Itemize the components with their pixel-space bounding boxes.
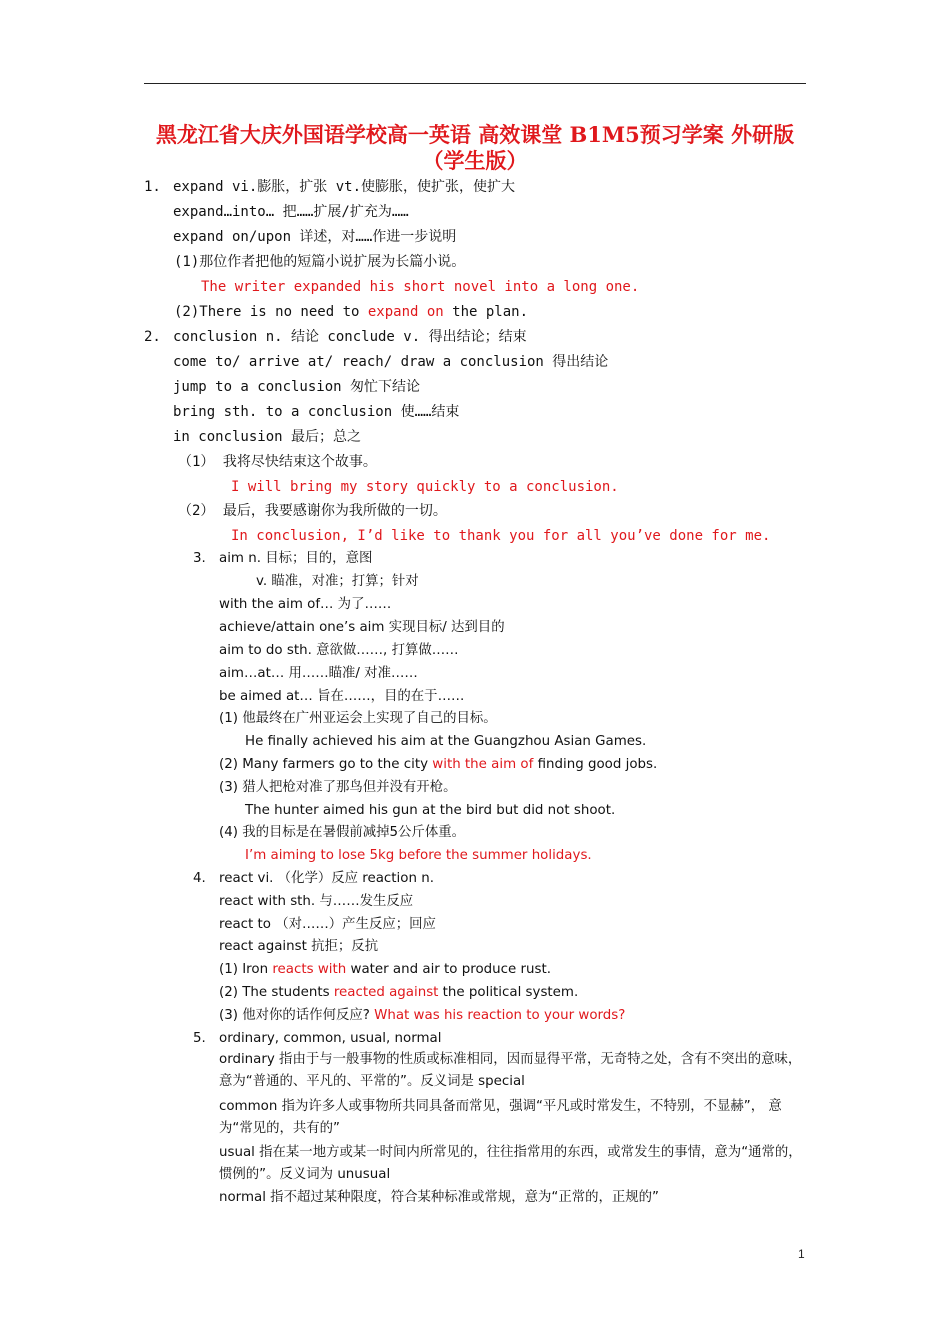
example-text: (2)There is no need to bbox=[174, 304, 368, 320]
example-text: (2) Many farmers go to the city bbox=[219, 757, 433, 772]
example-chinese: (3) 猎人把枪对准了那鸟但并没有开枪。 bbox=[219, 780, 457, 795]
example-text: the plan. bbox=[443, 304, 529, 320]
example-chinese: (1) 他最终在广州亚运会上实现了自己的目标。 bbox=[219, 711, 497, 726]
item-number: 2. bbox=[144, 329, 161, 345]
example-text: water and air to produce rust. bbox=[346, 962, 551, 977]
explanation-paragraph: ordinary 指由于与一般事物的性质或标准相同，因而显得平常，无奇特之处，含有不突出的意味，意为“普通的、平凡的、平常的”。反义词是 special bbox=[219, 1052, 802, 1089]
explanation-paragraph: usual 指在某一地方或某一时间内所常见的，往往指常用的东西，或常发生的事情，意为“通常的，惯例的”。反义词为 unusual bbox=[219, 1145, 802, 1182]
example-text: (1) Iron bbox=[219, 962, 273, 977]
item-number: 4. bbox=[193, 871, 206, 886]
highlight-phrase: reacted against bbox=[333, 985, 439, 1000]
explanation-paragraph: normal 指不超过某种限度，符合某种标准或常规，意为“正常的，正规的” bbox=[219, 1190, 659, 1205]
vocab-line: aim to do sth. 意欲做……, 打算做…… bbox=[219, 643, 459, 658]
header-rule bbox=[144, 83, 806, 84]
explanation-paragraph: common 指为许多人或事物所共同具备而常见，强调“平凡或时常发生，不特别，不显赫”， 意为“常见的，共有的” bbox=[219, 1099, 782, 1136]
vocab-line: be aimed at… 旨在……，目的在于…… bbox=[219, 689, 465, 704]
highlight-phrase: reacts with bbox=[272, 962, 347, 977]
example-text: the political system. bbox=[438, 985, 579, 1000]
vocab-line: with the aim of… 为了…… bbox=[219, 597, 392, 612]
example-sentence bbox=[174, 301, 528, 323]
example-english: I’m aiming to lose 5kg before the summer holidays. bbox=[245, 848, 592, 863]
vocab-line: expand on/upon 详述，对……作进一步说明 bbox=[173, 229, 457, 245]
example-english: The writer expanded his short novel into a long one. bbox=[201, 279, 640, 295]
vocab-line: come to/ arrive at/ reach/ draw a conclusion 得出结论 bbox=[173, 354, 609, 370]
vocab-line: bring sth. to a conclusion 使……结束 bbox=[173, 404, 460, 420]
example-english: In conclusion, I’d like to thank you for all you’ve done for me. bbox=[231, 528, 771, 544]
example-chinese: （1） 我将尽快结束这个故事。 bbox=[178, 454, 377, 470]
example-text: (2) The students bbox=[219, 985, 334, 1000]
example-sentence bbox=[219, 982, 578, 1004]
example-english: He finally achieved his aim at the Guangzhou Asian Games. bbox=[245, 734, 647, 749]
example-text: (3) 他对你的话作何反应? bbox=[219, 1008, 375, 1023]
example-english: I will bring my story quickly to a conclusion. bbox=[231, 479, 619, 495]
vocab-line: react vi. （化学）反应 reaction n. bbox=[219, 871, 434, 886]
vocab-line: conclusion n. 结论 conclude v. 得出结论；结束 bbox=[173, 329, 527, 345]
vocab-line: expand…into… 把……扩展/扩充为…… bbox=[173, 204, 409, 220]
vocab-line: react against 抗拒；反抗 bbox=[219, 939, 379, 954]
vocab-line: aim…at… 用……瞄准/ 对准…… bbox=[219, 666, 418, 681]
document-title: 黑龙江省大庆外国语学校高一英语 高效课堂 B1M5预习学案 外研版（学生版） bbox=[155, 122, 795, 173]
vocab-line: expand vi.膨胀，扩张 vt.使膨胀，使扩张，使扩大 bbox=[173, 179, 516, 195]
item-number: 1. bbox=[144, 179, 161, 195]
example-chinese: （2） 最后，我要感谢你为我所做的一切。 bbox=[178, 503, 447, 519]
highlight-phrase: What was his reaction to your words? bbox=[374, 1008, 626, 1023]
example-english: The hunter aimed his gun at the bird but did not shoot. bbox=[245, 803, 616, 818]
vocab-line: in conclusion 最后；总之 bbox=[173, 429, 362, 445]
example-text: finding good jobs. bbox=[533, 757, 658, 772]
example-sentence bbox=[219, 959, 551, 981]
vocab-line: ordinary, common, usual, normal bbox=[219, 1031, 442, 1046]
item-number: 3. bbox=[193, 551, 206, 566]
highlight-phrase: expand on bbox=[367, 304, 444, 320]
vocab-line: v. 瞄准，对准；打算；针对 bbox=[256, 574, 419, 589]
example-chinese: (4) 我的目标是在暑假前减掉5公斤体重。 bbox=[219, 825, 465, 840]
vocab-line: react to （对……）产生反应；回应 bbox=[219, 917, 436, 932]
example-chinese: (1)那位作者把他的短篇小说扩展为长篇小说。 bbox=[174, 254, 466, 270]
example-sentence bbox=[219, 754, 657, 776]
vocab-line: react with sth. 与……发生反应 bbox=[219, 894, 414, 909]
highlight-phrase: with the aim of bbox=[432, 757, 534, 772]
vocab-line: jump to a conclusion 匆忙下结论 bbox=[173, 379, 421, 395]
page-number: 1 bbox=[798, 1247, 805, 1261]
example-sentence bbox=[219, 1005, 625, 1027]
vocab-line: aim n. 目标；目的，意图 bbox=[219, 551, 373, 566]
item-number: 5. bbox=[193, 1031, 206, 1046]
vocab-line: achieve/attain one’s aim 实现目标/ 达到目的 bbox=[219, 620, 505, 635]
